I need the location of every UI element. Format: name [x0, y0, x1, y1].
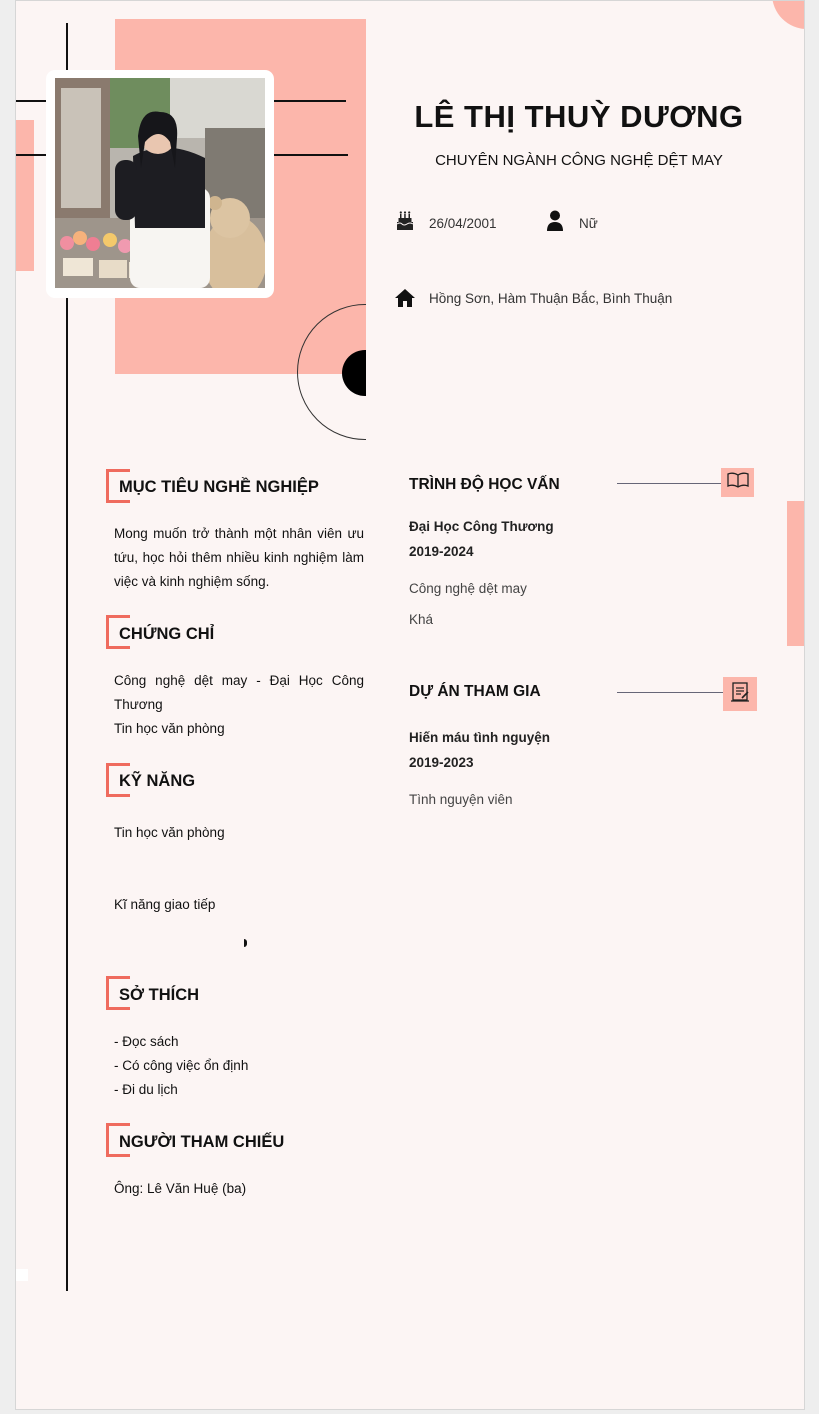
skill-level-marker: [244, 939, 247, 947]
certificate-icon: [729, 681, 751, 708]
objective-title: MỤC TIÊU NGHỀ NGHIỆP: [119, 478, 319, 496]
cake-icon: [396, 211, 414, 236]
hobby-item: - Đọc sách: [114, 1034, 179, 1049]
hobby-item: - Đi du lịch: [114, 1082, 178, 1097]
candidate-name: LÊ THỊ THUỲ DƯƠNG: [414, 99, 744, 134]
profile-photo-image: [55, 78, 265, 288]
education-school: Đại Học Công Thương: [409, 519, 554, 534]
small-square: [16, 1269, 28, 1281]
education-grade: Khá: [409, 612, 434, 627]
address-value: Hồng Sơn, Hàm Thuận Bắc, Bình Thuận: [429, 291, 673, 306]
photo-frame: [46, 70, 274, 298]
top-corner-circle: [772, 0, 805, 29]
certificates-title: CHỨNG CHỈ: [119, 625, 215, 643]
decor-circle-clip: [286, 291, 366, 451]
projects-icon-box: [723, 677, 757, 711]
hobby-item: - Có công việc ổn định: [114, 1058, 249, 1073]
certificate-item: Tin học văn phòng: [114, 721, 225, 736]
reference-text: Ông: Lê Văn Huệ (ba): [114, 1181, 247, 1196]
resume-page: [15, 0, 805, 1410]
left-pink-strip: [16, 120, 34, 271]
skill-item: Kĩ năng giao tiếp: [114, 897, 216, 912]
project-name: Hiến máu tình nguyện: [409, 730, 551, 745]
profile-photo: [55, 78, 265, 288]
education-field: Công nghệ dệt may: [409, 581, 527, 596]
right-pink-strip: [787, 501, 805, 646]
projects-divider: [617, 692, 723, 693]
hobbies-title: SỞ THÍCH: [119, 986, 200, 1004]
education-title: TRÌNH ĐỘ HỌC VẤN: [409, 476, 560, 493]
book-icon: [727, 472, 749, 493]
education-divider: [617, 483, 721, 484]
candidate-major: CHUYÊN NGÀNH CÔNG NGHỆ DỆT MAY: [435, 152, 723, 169]
gender-value: Nữ: [579, 216, 598, 231]
education-icon-box: [721, 468, 754, 497]
education-years: 2019-2024: [409, 544, 474, 559]
project-years: 2019-2023: [409, 755, 474, 770]
birthday-value: 26/04/2001: [429, 216, 497, 231]
references-title: NGƯỜI THAM CHIẾU: [119, 1133, 285, 1151]
objective-text: Mong muốn trở thành một nhân viên ưu tứu, học hỏi thêm nhiều kinh nghiệm làm việc và kinh nghiệm sống.: [114, 526, 364, 589]
skill-item: Tin học văn phòng: [114, 825, 225, 840]
certificate-item: Công nghệ dệt may - Đại Học Công Thương: [114, 673, 364, 712]
home-icon: [394, 288, 416, 313]
person-icon: [546, 210, 564, 237]
skills-title: KỸ NĂNG: [119, 772, 196, 790]
projects-title: DỰ ÁN THAM GIA: [409, 683, 541, 700]
project-role: Tình nguyện viên: [409, 792, 513, 807]
